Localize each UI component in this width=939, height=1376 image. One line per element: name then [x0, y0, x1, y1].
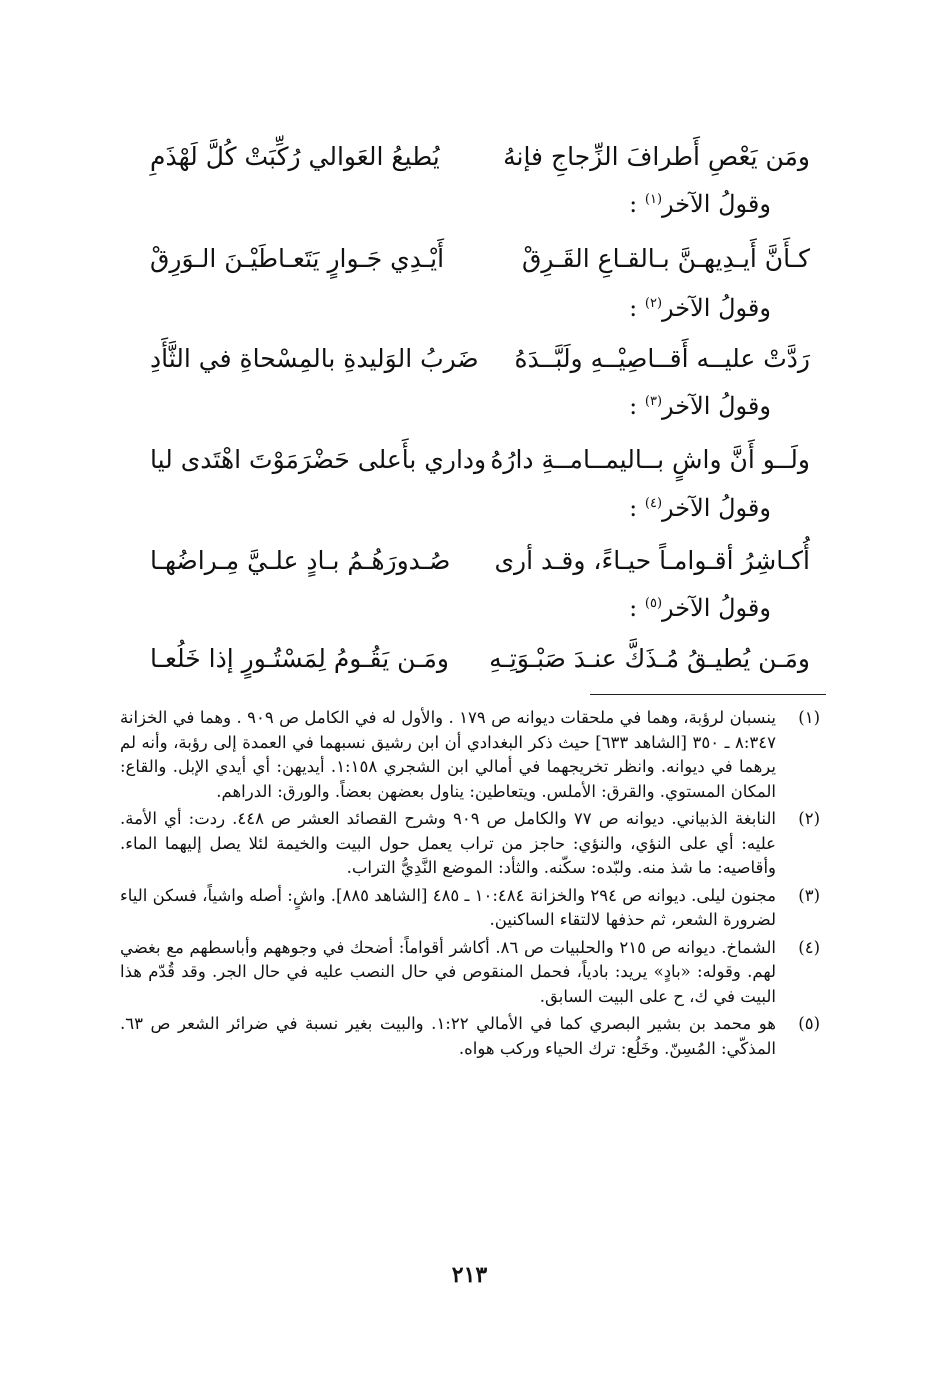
verse-first-hemistich: ولَــو أَنَّ واشٍ بــاليمــامــةِ دارُهُ [490, 444, 810, 474]
intro-text: وقولُ الآخر [662, 392, 771, 420]
verse-intro [629, 294, 771, 322]
verse-line [150, 336, 810, 380]
footnote-number: (٣) [798, 885, 820, 905]
footnote-text: ينسبان لرؤبة، وهما في ملحقات ديوانه ص ١٧٩ . والأول له في الكامل ص ٩٠٩ . وهما في الخزانة ٨:٣٤٧ ـ ٣٥٠ [الشاهد ٦٣٣] حيث ذكر البغدادي أن ابن رشيق نسبهما في العمدة إلى رؤبة، وأنه لم يرهما في ديوانه. وانظر تخريجهما في أمالي ابن الشجري ١:١٥٨. أيديهن: أي أيدي الإبل. والقاع: المكان المستوي. والقرق: الأملس. ويتعاطين: يناول بعضهن بعضاً. والورق: الدراهم. [120, 708, 777, 801]
verse-first-hemistich: ومَـن يُطيـقُ مُـذَكَّ عنـدَ صَبْـوَتِـهِ [489, 643, 810, 673]
verse-intro [629, 392, 771, 420]
footnote-separator [590, 694, 826, 695]
footnote-number: (١) [798, 708, 820, 727]
verse-first-hemistich: كـأَنَّ أَيـدِيهـنَّ بـالقـاعِ القَـرِقْ [522, 243, 810, 273]
footnote-text: مجنون ليلى. ديوانه ص ٢٩٤ والخزانة ١٠:٤٨٤ ـ ٤٨٥ [الشاهد ٨٨٥]. واشٍ: أصله واشياً، فسكن الياء لضرورة الشعر، ثم حذفها لالتقاء الساكنين. [120, 885, 776, 929]
verse-second-hemistich: أَيْـدِي جَـوارٍ يَتَعـاطَيْـنَ الـوَرِقْ [150, 243, 445, 273]
verse-intro [629, 594, 771, 622]
verse-line [150, 236, 810, 280]
footnote-number: (٤) [798, 937, 820, 957]
footnote [120, 1012, 820, 1061]
footnote-text: هو محمد بن بشير البصري كما في الأمالي ١:٢٢. والبيت بغير نسبة في ضرائر الشعر ص ٦٣. المذكّي: المُسِنّ. وخَلُع: ترك الحياء وركب هواه. [120, 1014, 776, 1058]
footnote-ref: (١) [644, 192, 663, 207]
intro-colon: : [629, 190, 638, 218]
verse-intro [629, 190, 771, 218]
footnote [120, 884, 820, 933]
intro-text: وقولُ الآخر [662, 190, 771, 218]
verse-intro [629, 494, 771, 522]
intro-text: وقولُ الآخر [662, 494, 771, 522]
verse-line [150, 636, 810, 680]
intro-text: وقولُ الآخر [662, 294, 771, 322]
footnote-text: النابغة الذبياني. ديوانه ص ٧٧ والكامل ص ٩٠٩ وشرح القصائد العشر ص ٤٤٨. ردت: أي الأمة. عليه: أي على النؤي، والنؤي: حاجز من تراب يعمل حول البيت والخيمة لئلا يصل إليهما الماء. وأقاصيه: ما شذ منه. ولبّده: سكّنه. والثأد: الموضع النَّدِيُّ التراب. [120, 809, 776, 877]
verse-line [150, 437, 810, 481]
footnote-ref: (٥) [644, 596, 663, 611]
intro-colon: : [629, 594, 638, 622]
footnote-ref: (٣) [644, 394, 663, 409]
footnote [120, 807, 820, 881]
verse-second-hemistich: يُطيعُ العَوالي رُكِّبَتْ كُلَّ لَهْذَمِ [150, 141, 440, 171]
verse-first-hemistich: أُكـاشِرُ أقـوامـاً حيـاءً، وقـد أرى [494, 545, 810, 575]
intro-colon: : [629, 392, 638, 420]
intro-colon: : [629, 494, 638, 522]
verse-second-hemistich: وداري بأَعلى حَضْرَمَوْتَ اهْتَدى ليا [150, 444, 487, 474]
verse-second-hemistich: صُـدورَهُـمُ بـادٍ علـيَّ مِـراضُهـا [150, 545, 451, 575]
verse-line [150, 538, 810, 582]
footnote-ref: (٢) [644, 296, 663, 311]
verse-second-hemistich: ومَـن يَقُـومُ لِمَسْتُـورٍ إذا خَلُعـا [150, 643, 449, 673]
footnote-ref: (٤) [644, 496, 663, 511]
footnote [120, 936, 820, 1010]
page-number: ٢١٣ [451, 1262, 488, 1288]
verse-line [150, 134, 810, 178]
footnote-number: (٢) [798, 809, 820, 828]
verse-first-hemistich: رَدَّتْ عليــه أَقــاصِيْــهِ ولَبَّــدَهُ [514, 343, 810, 373]
intro-colon: : [629, 294, 638, 322]
verse-first-hemistich: ومَن يَعْصِ أَطرافَ الزِّجاجِ فإنهُ [503, 141, 810, 171]
footnote-text: الشماخ. ديوانه ص ٢١٥ والحلبيات ص ٨٦. أكاشر أقواماً: أضحك في وجوههم وأباسطهم مع بغضي لهم. وقوله: «بادٍ» يريد: بادياً، فحمل المنقوص في حال النصب عليه في حال الجر. وقد قُدّم هذا البيت في ك، ح على البيت السابق. [120, 937, 776, 1006]
footnotes [120, 706, 820, 1064]
intro-text: وقولُ الآخر [662, 594, 771, 622]
footnote-number: (٥) [798, 1014, 820, 1033]
verse-second-hemistich: ضَربُ الوَليدةِ بالمِسْحاةِ في الثَّأَدِ [150, 343, 479, 373]
footnote [120, 706, 820, 804]
